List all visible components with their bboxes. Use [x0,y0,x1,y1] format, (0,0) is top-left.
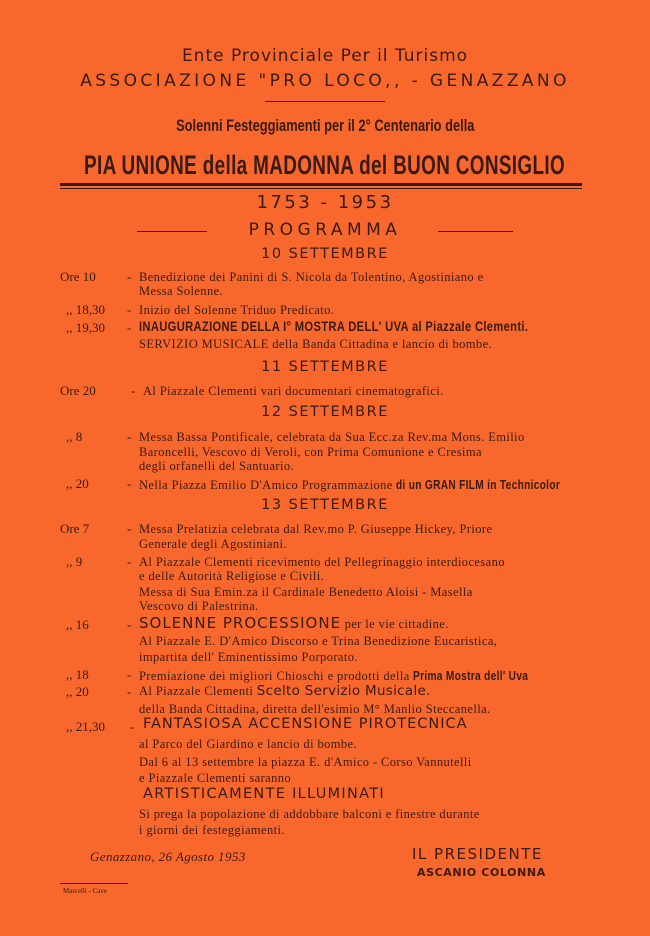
event-text: Al Piazzale E. D'Amico Discorso e Trina Benedizione Eucaristica, [139,634,498,648]
event-text-bold: Prima Mostra dell' Uva [413,668,529,683]
event-time: ,, 8 [66,429,83,444]
event-time: ,, 18 [66,667,89,682]
event-text: Messa Prelatizia celebrata dal Rev.mo P. Giuseppe Hickey, Priore [139,522,493,536]
event-time: ,, 18,30 [66,302,105,317]
subtitle-line: Solenni Festeggiamenti per il 2° Centenario della [175,117,475,135]
years: 1753 - 1953 [256,192,394,213]
title-underline [60,183,582,186]
fireworks-highlight: FANTASIOSA ACCENSIONE PIROTECNICA [143,716,468,732]
music-highlight: Scelto Servizio Musicale. [256,683,431,699]
event-dash: - [127,554,132,569]
president-title: IL PRESIDENTE [412,845,543,863]
day-heading-12: 12 SETTEMBRE [261,404,389,420]
event-text: e Piazzale Clementi saranno [139,771,292,785]
event-time: ,, 9 [66,554,83,569]
event-dash: - [130,719,135,734]
event-text [139,614,449,632]
event-time: ,, 19,30 [66,320,105,335]
event-text-plain: Nella Piazza Emilio D'Amico Programmazione [139,478,393,492]
event-text: al Parco del Giardino e lancio di bombe. [139,737,358,751]
event-text: Dal 6 al 13 settembre la piazza E. d'Amico - Corso Vannutelli [139,755,472,769]
event-text: Baroncelli, Vescovo di Veroli, con Prima Comunione e Cresima [139,445,482,459]
event-text: e delle Autorità Religiose e Civili. [139,569,325,583]
event-dash: - [127,684,132,699]
event-text: Vescovo di Palestrina. [139,599,259,613]
event-text-plain: Premiazione dei migliori Chioschi e prodotti della [139,669,410,683]
president-name: ASCANIO COLONNA [417,866,546,879]
illumination-highlight: ARTISTICAMENTE ILLUMINATI [143,786,385,802]
event-text [139,477,607,493]
place-date: Genazzano, 26 Agosto 1953 [90,849,246,864]
event-time: ,, 16 [66,617,89,632]
printer-rule [60,883,128,884]
event-dash: - [127,302,132,317]
event-time: ,, 20 [66,684,89,699]
event-dash: - [127,476,132,491]
event-text [139,668,561,684]
title-underline-thin [60,188,582,189]
event-text: Al Piazzale Clementi vari documentari cinematografici. [143,384,444,398]
event-time: ,, 21,30 [66,719,105,734]
association-line: ASSOCIAZIONE "PRO LOCO,, - GENAZZANO [80,71,570,91]
event-time: Ore 7 [60,521,90,536]
event-dash: - [127,269,132,284]
day-heading-11: 11 SETTEMBRE [261,359,389,375]
event-dash: - [127,521,132,536]
event-text: i giorni dei festeggiamenti. [139,823,285,837]
event-dash: - [127,429,132,444]
event-text: della Banda Cittadina, diretta dell'esimio M° Manlio Steccanella. [139,702,491,716]
day-heading-13: 13 SETTEMBRE [261,497,389,513]
event-text-plain: per le vie cittadine. [344,617,449,631]
printer-credit: Marcelli - Cave [63,887,107,895]
event-text-bold: di un GRAN FILM in Technicolor [396,477,561,492]
organizer-line: Ente Provinciale Per il Turismo [181,46,469,66]
event-text-plain: Al Piazzale Clementi [139,684,254,698]
event-text: impartita dell' Eminentissimo Porporato. [139,650,358,664]
day-heading-10: 10 SETTEMBRE [261,246,389,262]
event-text: degli orfanelli del Santuario. [139,459,295,473]
event-time: Ore 20 [60,383,96,398]
main-title: PIA UNIONE della MADONNA del BUON CONSIGLIO [84,150,566,180]
event-text: Messa di Sua Emin.za il Cardinale Benedetto Aloisi - Masella [139,585,473,599]
header-divider [265,101,385,102]
event-dash: - [131,383,136,398]
event-text: Messa Solenne. [139,284,224,298]
event-dash: - [127,667,132,682]
event-text: Benedizione dei Panini di S. Nicola da Tolentino, Agostiniano e [139,270,484,284]
event-text: Al Piazzale Clementi ricevimento del Pellegrinaggio interdiocesano [139,555,505,569]
event-time: ,, 20 [66,476,89,491]
event-text: Generale degli Agostiniani. [139,537,287,551]
event-text: Inizio del Solenne Triduo Predicato. [139,303,335,317]
event-text: Messa Bassa Pontificale, celebrata da Sua Ecc.za Rev.ma Mons. Emilio [139,430,525,444]
event-text: SERVIZIO MUSICALE della Banda Cittadina e lancio di bombe. [139,337,493,351]
event-highlight: INAUGURAZIONE DELLA I° MOSTRA DELL' UVA al Piazzale Clementi. [139,318,529,334]
event-text [139,683,431,699]
event-dash: - [127,320,132,335]
event-dash: - [127,617,132,632]
event-text: Si prega la popolazione di addobbare balconi e finestre durante [139,807,480,821]
programma-rule-right [438,231,513,232]
event-time: Ore 10 [60,269,96,284]
procession-highlight: SOLENNE PROCESSIONE [139,614,342,632]
programma-heading: PROGRAMMA [248,220,402,240]
